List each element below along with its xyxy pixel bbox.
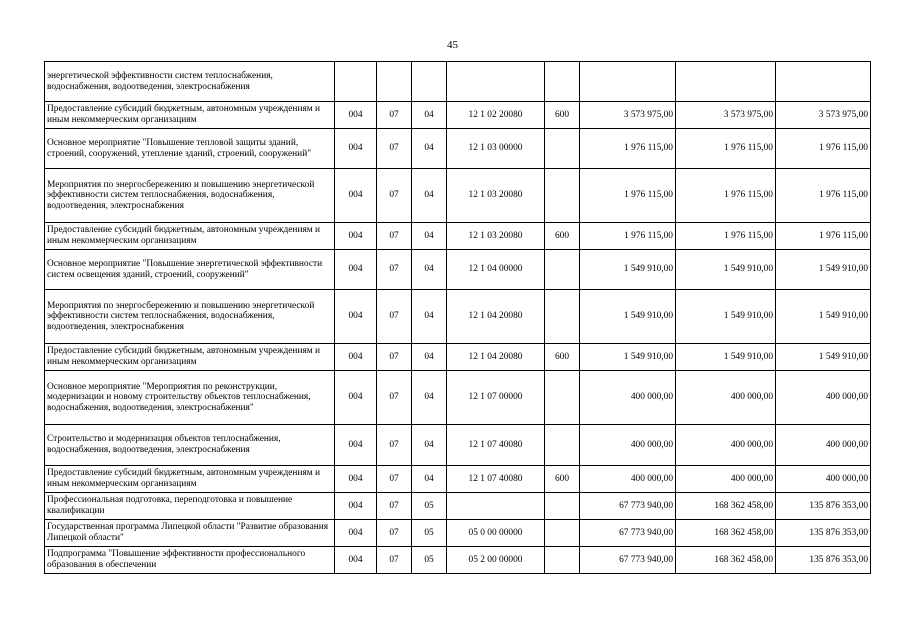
expense-type <box>545 547 580 574</box>
subsection-code: 04 <box>412 169 447 223</box>
table-row <box>45 520 871 547</box>
ministry-code: 004 <box>335 547 377 574</box>
expense-type: 600 <box>545 344 580 371</box>
target-article <box>447 62 545 102</box>
amount-year-2: 3 573 975,00 <box>676 102 776 129</box>
target-article: 12 1 03 00000 <box>447 129 545 169</box>
section-code: 07 <box>377 371 412 425</box>
section-code: 07 <box>377 169 412 223</box>
ministry-code: 004 <box>335 102 377 129</box>
table-row <box>45 425 871 466</box>
section-code: 07 <box>377 290 412 344</box>
amount-year-3: 1 976 115,00 <box>776 169 871 223</box>
expense-type <box>545 425 580 466</box>
amount-year-1: 400 000,00 <box>580 425 676 466</box>
subsection-code <box>412 62 447 102</box>
subsection-code: 04 <box>412 250 447 290</box>
subsection-code: 04 <box>412 466 447 493</box>
ministry-code: 004 <box>335 344 377 371</box>
amount-year-1: 400 000,00 <box>580 466 676 493</box>
expense-type <box>545 290 580 344</box>
amount-year-1: 1 549 910,00 <box>580 290 676 344</box>
amount-year-2: 168 362 458,00 <box>676 547 776 574</box>
subsection-code: 05 <box>412 547 447 574</box>
amount-year-1: 67 773 940,00 <box>580 493 676 520</box>
section-code: 07 <box>377 547 412 574</box>
amount-year-1: 67 773 940,00 <box>580 547 676 574</box>
row-name: Предоставление субсидий бюджетным, автономным учреждениям и иным некоммерческим организациям <box>45 102 335 129</box>
section-code: 07 <box>377 250 412 290</box>
amount-year-2: 400 000,00 <box>676 425 776 466</box>
row-name: Профессиональная подготовка, переподготовка и повышение квалификации <box>45 493 335 520</box>
row-name: Предоставление субсидий бюджетным, автономным учреждениям и иным некоммерческим организациям <box>45 223 335 250</box>
section-code: 07 <box>377 425 412 466</box>
section-code: 07 <box>377 493 412 520</box>
amount-year-2: 1 549 910,00 <box>676 250 776 290</box>
expense-type: 600 <box>545 466 580 493</box>
table-row <box>45 344 871 371</box>
table-row <box>45 371 871 425</box>
amount-year-2: 400 000,00 <box>676 466 776 493</box>
subsection-code: 05 <box>412 520 447 547</box>
row-name: Основное мероприятие "Мероприятия по реконструкции, модернизации и новому строительству объектов теплоснабжения, водоснабжения, водоотведения, электроснабжения" <box>45 371 335 425</box>
expense-type <box>545 520 580 547</box>
row-name: Предоставление субсидий бюджетным, автономным учреждениям и иным некоммерческим организациям <box>45 344 335 371</box>
row-name: Основное мероприятие "Повышение тепловой защиты зданий, строений, сооружений, утепление зданий, строений, сооружений" <box>45 129 335 169</box>
row-name: Подпрограмма "Повышение эффективности профессионального образования в обеспечении <box>45 547 335 574</box>
target-article: 05 2 00 00000 <box>447 547 545 574</box>
expense-type <box>545 493 580 520</box>
expense-type <box>545 371 580 425</box>
row-name: Мероприятия по энергосбережению и повышению энергетической эффективности систем теплоснабжения, водоснабжения, водоотведения, электроснабжения <box>45 290 335 344</box>
table-row <box>45 169 871 223</box>
target-article: 12 1 03 20080 <box>447 169 545 223</box>
ministry-code: 004 <box>335 129 377 169</box>
subsection-code: 04 <box>412 425 447 466</box>
amount-year-2: 168 362 458,00 <box>676 520 776 547</box>
budget-table <box>44 61 871 574</box>
amount-year-2: 1 549 910,00 <box>676 290 776 344</box>
table-row <box>45 62 871 102</box>
ministry-code: 004 <box>335 493 377 520</box>
target-article: 12 1 04 20080 <box>447 290 545 344</box>
subsection-code: 04 <box>412 371 447 425</box>
amount-year-3: 1 976 115,00 <box>776 223 871 250</box>
table-row <box>45 547 871 574</box>
amount-year-1: 1 976 115,00 <box>580 129 676 169</box>
row-name: Предоставление субсидий бюджетным, автономным учреждениям и иным некоммерческим организациям <box>45 466 335 493</box>
ministry-code: 004 <box>335 223 377 250</box>
ministry-code <box>335 62 377 102</box>
section-code: 07 <box>377 344 412 371</box>
table-row <box>45 290 871 344</box>
ministry-code: 004 <box>335 371 377 425</box>
amount-year-1: 400 000,00 <box>580 371 676 425</box>
section-code: 07 <box>377 129 412 169</box>
amount-year-3: 1 549 910,00 <box>776 344 871 371</box>
subsection-code: 04 <box>412 223 447 250</box>
section-code: 07 <box>377 102 412 129</box>
amount-year-3: 1 976 115,00 <box>776 129 871 169</box>
expense-type: 600 <box>545 102 580 129</box>
amount-year-2 <box>676 62 776 102</box>
amount-year-1 <box>580 62 676 102</box>
amount-year-1: 67 773 940,00 <box>580 520 676 547</box>
amount-year-3: 400 000,00 <box>776 466 871 493</box>
amount-year-1: 1 976 115,00 <box>580 223 676 250</box>
section-code: 07 <box>377 466 412 493</box>
row-name: Мероприятия по энергосбережению и повышению энергетической эффективности систем теплоснабжения, водоснабжения, водоотведения, электроснабжения <box>45 169 335 223</box>
amount-year-2: 1 549 910,00 <box>676 344 776 371</box>
ministry-code: 004 <box>335 520 377 547</box>
row-name: Государственная программа Липецкой области "Развитие образования Липецкой области" <box>45 520 335 547</box>
table-row <box>45 493 871 520</box>
amount-year-3 <box>776 62 871 102</box>
row-name: Строительство и модернизация объектов теплоснабжения, водоснабжения, водоотведения, электроснабжения <box>45 425 335 466</box>
ministry-code: 004 <box>335 425 377 466</box>
target-article: 12 1 07 40080 <box>447 425 545 466</box>
expense-type <box>545 250 580 290</box>
ministry-code: 004 <box>335 169 377 223</box>
amount-year-3: 400 000,00 <box>776 425 871 466</box>
amount-year-2: 1 976 115,00 <box>676 129 776 169</box>
amount-year-1: 1 549 910,00 <box>580 344 676 371</box>
page-number: 45 <box>447 39 458 51</box>
amount-year-2: 168 362 458,00 <box>676 493 776 520</box>
amount-year-3: 400 000,00 <box>776 371 871 425</box>
amount-year-1: 3 573 975,00 <box>580 102 676 129</box>
target-article <box>447 493 545 520</box>
section-code <box>377 62 412 102</box>
table-row <box>45 250 871 290</box>
section-code: 07 <box>377 520 412 547</box>
row-name: Основное мероприятие "Повышение энергетической эффективности систем освещения зданий, строений, сооружений" <box>45 250 335 290</box>
section-code: 07 <box>377 223 412 250</box>
subsection-code: 04 <box>412 102 447 129</box>
target-article: 12 1 03 20080 <box>447 223 545 250</box>
amount-year-3: 1 549 910,00 <box>776 290 871 344</box>
target-article: 12 1 07 00000 <box>447 371 545 425</box>
amount-year-3: 3 573 975,00 <box>776 102 871 129</box>
amount-year-3: 135 876 353,00 <box>776 493 871 520</box>
table-row <box>45 466 871 493</box>
table-body <box>45 62 871 574</box>
target-article: 12 1 04 20080 <box>447 344 545 371</box>
subsection-code: 04 <box>412 129 447 169</box>
target-article: 12 1 02 20080 <box>447 102 545 129</box>
amount-year-1: 1 976 115,00 <box>580 169 676 223</box>
amount-year-3: 1 549 910,00 <box>776 250 871 290</box>
target-article: 12 1 04 00000 <box>447 250 545 290</box>
subsection-code: 04 <box>412 290 447 344</box>
table-row <box>45 223 871 250</box>
row-name: энергетической эффективности систем теплоснабжения, водоснабжения, водоотведения, электроснабжения <box>45 62 335 102</box>
amount-year-1: 1 549 910,00 <box>580 250 676 290</box>
subsection-code: 04 <box>412 344 447 371</box>
expense-type <box>545 129 580 169</box>
amount-year-2: 1 976 115,00 <box>676 169 776 223</box>
table-row <box>45 129 871 169</box>
amount-year-2: 1 976 115,00 <box>676 223 776 250</box>
ministry-code: 004 <box>335 466 377 493</box>
target-article: 12 1 07 40080 <box>447 466 545 493</box>
amount-year-3: 135 876 353,00 <box>776 547 871 574</box>
table-row <box>45 102 871 129</box>
subsection-code: 05 <box>412 493 447 520</box>
expense-type <box>545 62 580 102</box>
ministry-code: 004 <box>335 290 377 344</box>
ministry-code: 004 <box>335 250 377 290</box>
amount-year-2: 400 000,00 <box>676 371 776 425</box>
expense-type: 600 <box>545 223 580 250</box>
target-article: 05 0 00 00000 <box>447 520 545 547</box>
expense-type <box>545 169 580 223</box>
amount-year-3: 135 876 353,00 <box>776 520 871 547</box>
